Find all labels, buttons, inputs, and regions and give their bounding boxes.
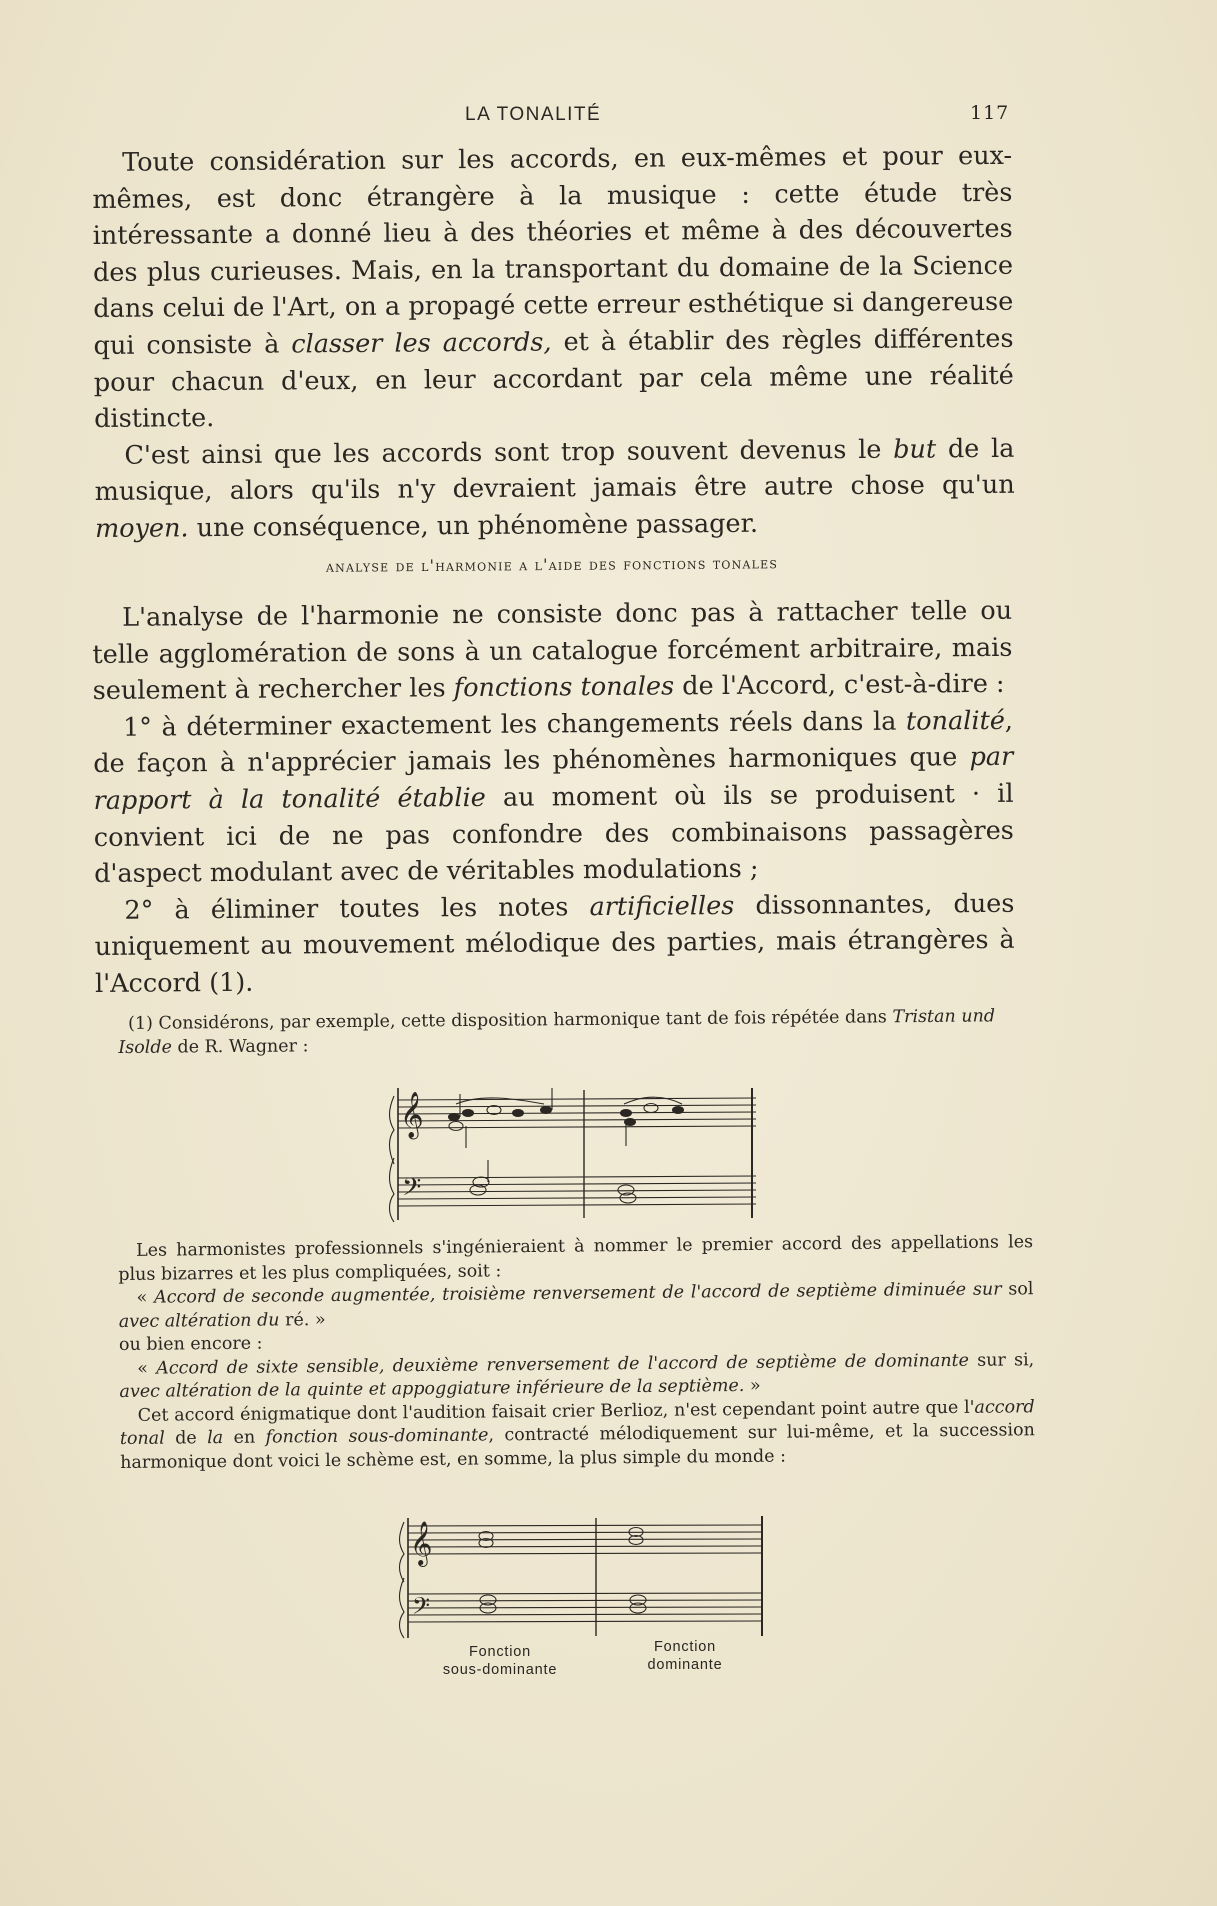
paragraph-2-text-c: une conséquence, un phénomène passager. <box>188 508 759 544</box>
treble-clef-icon: 𝄞 <box>400 1092 424 1138</box>
caption-dominant <box>620 1638 750 1674</box>
paragraph-2-italic-1: but <box>893 434 937 465</box>
quote-1-italic-2: avec altération du <box>118 1309 280 1332</box>
caption-right-line-1: Fonction <box>653 1639 716 1655</box>
footnote <box>118 1004 1033 1060</box>
tristan-score-example <box>386 1080 758 1225</box>
page-number: 117 <box>970 102 1010 124</box>
caption-left-line-2: sous-dominante <box>442 1662 558 1678</box>
quote-1-italic-1: Accord de seconde augmentée, troisième renversement de l'accord de septième diminuée sur <box>153 1279 1002 1308</box>
paragraph-3-text-a: L'analyse de l'harmonie ne consiste donc pas à rattacher telle ou telle agglomération de sons à un catalogue forcément arbitraire, mais seulement à rechercher les <box>92 595 1013 707</box>
paragraph-1 <box>92 138 1014 438</box>
brace-top <box>390 1096 395 1164</box>
analysis-line-1: Les harmonistes professionnels s'ingénieraient à nommer le premier accord des appellations les plus bizarres et les plus compliquées, soit : <box>118 1232 1034 1285</box>
quote-1-open: « <box>136 1287 155 1308</box>
p3-text-c: en <box>223 1427 266 1448</box>
paragraph-3 <box>92 593 1013 710</box>
paragraph-4-text-c: au moment où ils se produisent · il convient ici de ne pas confondre des combinaisons passagères d'aspect modulant avec de véritables modulations ; <box>93 778 1014 890</box>
p3-italic-2: la <box>207 1428 224 1449</box>
running-title: LA TONALITÉ <box>465 104 602 125</box>
quote-2-italic-2: avec altération de la quinte et appoggiature inférieure de la septième. <box>119 1375 745 1402</box>
p3-text-a: Cet accord énigmatique dont l'audition faisait crier Berlioz, n'est cependant point autre que l' <box>137 1397 975 1426</box>
paragraph-3-italic: fonctions tonales <box>453 671 675 704</box>
caption-subdominant <box>430 1643 570 1679</box>
treble-clef-icon-2: 𝄞 <box>410 1521 433 1565</box>
harmonic-scheme-score <box>396 1512 768 1642</box>
analysis-line-2: ou bien encore : <box>118 1333 263 1355</box>
paragraph-4-italic-2: par rapport à la tonalité établie <box>93 742 1014 816</box>
caption-left-line-1: Fonction <box>468 1644 531 1660</box>
p3-italic-1: accord tonal <box>119 1396 1035 1449</box>
paragraph-2-text-b: de la musique, alors qu'ils n'y devraient jamais être autre chose qu'un <box>94 433 1015 508</box>
paragraph-5 <box>94 886 1015 1003</box>
paragraph-2-text-a: C'est ainsi que les accords sont trop souvent devenus le <box>124 434 894 471</box>
footnote-italic: Tristan und Isolde <box>118 1006 996 1058</box>
p3-text-b: de <box>164 1428 208 1449</box>
analysis-text <box>118 1231 1035 1475</box>
main-text-top <box>92 138 1015 548</box>
p3-text-d: , contracté mélodiquement sur lui-même, et la succession harmonique dont voici le schème est, en somme, la plus simple du monde : <box>120 1420 1035 1473</box>
caption-right-line-2: dominante <box>647 1657 723 1673</box>
quote-2-open: « <box>137 1358 157 1379</box>
quote-2-text-b: sur si, <box>968 1349 1035 1371</box>
bass-clef-icon-2: 𝄢 <box>412 1592 431 1625</box>
paragraph-4-text-a: 1° à déterminer exactement les changements réels dans la <box>122 706 907 743</box>
p3-italic-3: fonction sous-dominante <box>265 1425 489 1448</box>
paragraph-4-text-b: , de façon à n'apprécier jamais les phénomènes harmoniques que <box>93 705 1014 780</box>
footnote-text-a: (1) Considérons, par exemple, cette disposition harmonique tant de fois répétée dans <box>128 1007 893 1034</box>
footnote-text <box>118 1004 1033 1060</box>
brace-bottom-2 <box>400 1578 405 1638</box>
paragraph-1-text-a: Toute considération sur les accords, en eux-mêmes et pour eux-mêmes, est donc étrangère à la musique : cette étude très intéressante a donné lieu à des théories et même à des découvertes des plus curieuses. Mais, en la transportant du domaine de la Science dans celui de l'Art, on a propagé cette erreur esthétique si dangereuse qui consiste à <box>92 140 1014 361</box>
quote-1-text-c: ré. » <box>279 1309 326 1330</box>
section-heading: analyse de l'harmonie a l'aide des fonctions tonales <box>325 553 779 576</box>
quote-2-italic-1: Accord de sixte sensible, deuxième renversement de l'accord de septième de dominante <box>156 1350 970 1379</box>
brace-bottom <box>390 1158 395 1222</box>
quote-1-text-b: sol <box>1001 1279 1034 1300</box>
paragraph-1-italic: classer les accords, <box>291 327 552 360</box>
paragraph-5-italic: artificielles <box>589 890 735 922</box>
main-text-bottom <box>92 593 1015 1003</box>
paragraph-3-text-b: de l'Accord, c'est-à-dire : <box>674 669 1005 702</box>
paragraph-2 <box>94 431 1015 548</box>
analysis-paragraph-3 <box>120 1396 1036 1475</box>
bass-clef-icon: 𝄢 <box>402 1173 422 1208</box>
brace-top-2 <box>400 1522 405 1582</box>
paragraph-5-text-a: 2° à éliminer toutes les notes <box>124 891 590 926</box>
paragraph-4-italic-1: tonalité <box>905 705 1005 737</box>
footnote-text-b: de R. Wagner : <box>171 1036 309 1058</box>
paragraph-1-text-b: et à établir des règles différentes pour chacun d'eux, en leur accordant par cela même une réalité distincte. <box>93 323 1014 435</box>
quote-2-text-c: » <box>744 1375 761 1396</box>
paragraph-5-text-b: dissonnantes, dues uniquement au mouvement mélodique des parties, mais étrangères à l'Accord (1). <box>94 888 1015 999</box>
running-head <box>0 104 1217 134</box>
paragraph-2-italic-2: moyen. <box>94 513 189 544</box>
paragraph-4 <box>93 703 1014 893</box>
